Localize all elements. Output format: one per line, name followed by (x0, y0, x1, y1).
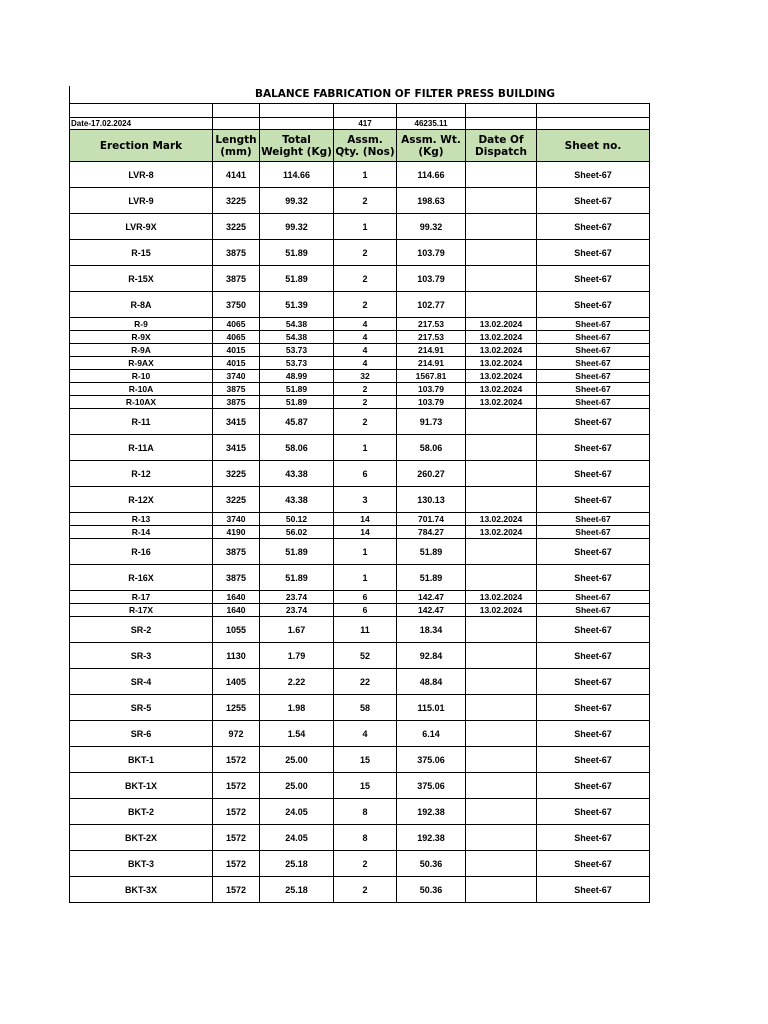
assm-wt-cell[interactable]: 214.91 (397, 344, 466, 357)
dispatch-date-cell[interactable] (466, 695, 537, 721)
dispatch-date-cell[interactable] (466, 292, 537, 318)
total-weight-cell[interactable]: 1.79 (260, 643, 334, 669)
assm-wt-cell[interactable]: 103.79 (397, 396, 466, 409)
erection-mark-cell[interactable]: R-9X (70, 331, 213, 344)
dispatch-date-cell[interactable] (466, 214, 537, 240)
length-cell[interactable]: 4015 (213, 344, 260, 357)
assm-wt-cell[interactable]: 214.91 (397, 357, 466, 370)
assm-qty-cell[interactable]: 15 (334, 773, 397, 799)
assm-qty-cell[interactable]: 1 (334, 162, 397, 188)
table-row (70, 292, 650, 318)
total-weight-cell[interactable]: 25.18 (260, 851, 334, 877)
table-row (70, 487, 650, 513)
sheet-no-cell[interactable]: Sheet-67 (537, 162, 650, 188)
summary-row (70, 118, 650, 130)
erection-mark-cell[interactable]: BKT-3 (70, 851, 213, 877)
table-row (70, 461, 650, 487)
sheet-no-cell[interactable]: Sheet-67 (537, 773, 650, 799)
sheet-no-cell[interactable]: Sheet-67 (537, 539, 650, 565)
total-weight-cell[interactable]: 51.89 (260, 396, 334, 409)
assm-qty-cell[interactable]: 6 (334, 461, 397, 487)
length-cell[interactable]: 3225 (213, 188, 260, 214)
assm-qty-cell[interactable]: 4 (334, 331, 397, 344)
table-row (70, 383, 650, 396)
total-weight-cell[interactable]: 1.54 (260, 721, 334, 747)
sheet-no-cell[interactable]: Sheet-67 (537, 357, 650, 370)
erection-mark-cell[interactable]: LVR-9 (70, 188, 213, 214)
table-row (70, 240, 650, 266)
erection-mark-cell[interactable]: R-9AX (70, 357, 213, 370)
dispatch-date-cell[interactable]: 13.02.2024 (466, 396, 537, 409)
assm-qty-cell[interactable]: 4 (334, 318, 397, 331)
dispatch-date-cell[interactable]: 13.02.2024 (466, 383, 537, 396)
dispatch-date-cell[interactable]: 13.02.2024 (466, 604, 537, 617)
assm-qty-cell[interactable]: 2 (334, 396, 397, 409)
erection-mark-cell[interactable]: R-9 (70, 318, 213, 331)
total-weight-cell[interactable]: 2.22 (260, 669, 334, 695)
sheet-no-cell[interactable]: Sheet-67 (537, 461, 650, 487)
sheet-no-cell[interactable]: Sheet-67 (537, 240, 650, 266)
dispatch-date-cell[interactable] (466, 565, 537, 591)
total-weight-cell[interactable]: 54.38 (260, 331, 334, 344)
sheet-no-cell[interactable]: Sheet-67 (537, 799, 650, 825)
total-weight-cell[interactable]: 51.39 (260, 292, 334, 318)
length-cell[interactable]: 1640 (213, 604, 260, 617)
length-cell[interactable]: 972 (213, 721, 260, 747)
length-cell[interactable]: 3225 (213, 214, 260, 240)
dispatch-date-cell[interactable] (466, 162, 537, 188)
table-row (70, 409, 650, 435)
length-cell[interactable]: 3415 (213, 409, 260, 435)
assm-qty-cell[interactable]: 11 (334, 617, 397, 643)
assm-wt-cell[interactable]: 375.06 (397, 747, 466, 773)
erection-mark-cell[interactable]: BKT-1X (70, 773, 213, 799)
erection-mark-cell[interactable]: R-15X (70, 266, 213, 292)
assm-qty-cell[interactable]: 2 (334, 266, 397, 292)
assm-qty-cell[interactable]: 2 (334, 409, 397, 435)
total-weight-cell[interactable]: 1.67 (260, 617, 334, 643)
erection-mark-cell[interactable]: R-11 (70, 409, 213, 435)
assm-wt-cell[interactable]: 217.53 (397, 331, 466, 344)
assm-qty-cell[interactable]: 1 (334, 214, 397, 240)
length-cell[interactable]: 4065 (213, 331, 260, 344)
length-cell[interactable]: 1572 (213, 799, 260, 825)
length-cell[interactable]: 4065 (213, 318, 260, 331)
sheet-no-cell[interactable]: Sheet-67 (537, 604, 650, 617)
erection-mark-cell[interactable]: R-17 (70, 591, 213, 604)
assm-wt-cell[interactable]: 103.79 (397, 240, 466, 266)
erection-mark-cell[interactable]: LVR-9X (70, 214, 213, 240)
length-cell[interactable]: 4190 (213, 526, 260, 539)
sheet-no-cell[interactable]: Sheet-67 (537, 266, 650, 292)
sheet-no-cell[interactable]: Sheet-67 (537, 825, 650, 851)
sheet-no-cell[interactable]: Sheet-67 (537, 617, 650, 643)
table-row (70, 851, 650, 877)
sheet-no-cell[interactable]: Sheet-67 (537, 188, 650, 214)
erection-mark-cell[interactable]: BKT-2 (70, 799, 213, 825)
erection-mark-cell[interactable]: R-16X (70, 565, 213, 591)
table-row (70, 526, 650, 539)
total-qty[interactable]: 417 (334, 118, 397, 130)
sheet-no-cell[interactable]: Sheet-67 (537, 643, 650, 669)
assm-wt-cell[interactable]: 375.06 (397, 773, 466, 799)
total-weight[interactable]: 46235.11 (397, 118, 466, 130)
assm-qty-cell[interactable]: 58 (334, 695, 397, 721)
sheet-no-cell[interactable]: Sheet-67 (537, 747, 650, 773)
assm-qty-cell[interactable]: 2 (334, 292, 397, 318)
erection-mark-cell[interactable]: SR-6 (70, 721, 213, 747)
report-date[interactable]: Date-17.02.2024 (70, 118, 213, 130)
erection-mark-cell[interactable]: R-10AX (70, 396, 213, 409)
assm-qty-cell[interactable]: 14 (334, 526, 397, 539)
length-cell[interactable]: 1572 (213, 773, 260, 799)
col-header-assm-qty[interactable]: Assm. Qty. (Nos) (334, 130, 397, 162)
sheet-no-cell[interactable]: Sheet-67 (537, 409, 650, 435)
assm-wt-cell[interactable]: 6.14 (397, 721, 466, 747)
assm-wt-cell[interactable]: 91.73 (397, 409, 466, 435)
dispatch-date-cell[interactable] (466, 435, 537, 461)
table-row (70, 617, 650, 643)
sheet-no-cell[interactable]: Sheet-67 (537, 331, 650, 344)
total-weight-cell[interactable]: 23.74 (260, 591, 334, 604)
erection-mark-cell[interactable]: R-10A (70, 383, 213, 396)
length-cell[interactable]: 1572 (213, 747, 260, 773)
dispatch-date-cell[interactable] (466, 669, 537, 695)
dispatch-date-cell[interactable] (466, 643, 537, 669)
assm-wt-cell[interactable]: 260.27 (397, 461, 466, 487)
assm-qty-cell[interactable]: 8 (334, 825, 397, 851)
table-row (70, 214, 650, 240)
length-cell[interactable]: 3740 (213, 370, 260, 383)
total-weight-cell[interactable]: 51.89 (260, 565, 334, 591)
total-weight-cell[interactable]: 114.66 (260, 162, 334, 188)
assm-wt-cell[interactable]: 217.53 (397, 318, 466, 331)
total-weight-cell[interactable]: 51.89 (260, 539, 334, 565)
dispatch-date-cell[interactable] (466, 617, 537, 643)
total-weight-cell[interactable]: 43.38 (260, 461, 334, 487)
header-row (70, 130, 650, 162)
page-title: BALANCE FABRICATION OF FILTER PRESS BUILDING (254, 88, 556, 100)
erection-mark-cell[interactable]: BKT-2X (70, 825, 213, 851)
blank-row (70, 104, 650, 118)
assm-qty-cell[interactable]: 4 (334, 344, 397, 357)
table-row (70, 747, 650, 773)
dispatch-date-cell[interactable]: 13.02.2024 (466, 513, 537, 526)
assm-wt-cell[interactable]: 18.34 (397, 617, 466, 643)
total-weight-cell[interactable]: 58.06 (260, 435, 334, 461)
table-row (70, 604, 650, 617)
total-weight-cell[interactable]: 99.32 (260, 214, 334, 240)
dispatch-date-cell[interactable]: 13.02.2024 (466, 526, 537, 539)
sheet-no-cell[interactable]: Sheet-67 (537, 318, 650, 331)
length-cell[interactable]: 3225 (213, 487, 260, 513)
sheet-no-cell[interactable]: Sheet-67 (537, 292, 650, 318)
assm-wt-cell[interactable]: 1567.81 (397, 370, 466, 383)
erection-mark-cell[interactable]: SR-2 (70, 617, 213, 643)
total-weight-cell[interactable]: 56.02 (260, 526, 334, 539)
length-cell[interactable]: 3740 (213, 513, 260, 526)
assm-wt-cell[interactable]: 701.74 (397, 513, 466, 526)
length-cell[interactable]: 1055 (213, 617, 260, 643)
total-weight-cell[interactable]: 99.32 (260, 188, 334, 214)
sheet-no-cell[interactable]: Sheet-67 (537, 344, 650, 357)
length-cell[interactable]: 1572 (213, 877, 260, 903)
length-cell[interactable]: 1572 (213, 825, 260, 851)
assm-wt-cell[interactable]: 51.89 (397, 565, 466, 591)
table-row (70, 695, 650, 721)
dispatch-date-cell[interactable]: 13.02.2024 (466, 370, 537, 383)
dispatch-date-cell[interactable] (466, 747, 537, 773)
fabrication-table (69, 103, 650, 903)
length-cell[interactable]: 3750 (213, 292, 260, 318)
col-header-assm-wt[interactable]: Assm. Wt. (Kg) (397, 130, 466, 162)
sheet-no-cell[interactable]: Sheet-67 (537, 669, 650, 695)
total-weight-cell[interactable]: 51.89 (260, 240, 334, 266)
length-cell[interactable]: 3875 (213, 565, 260, 591)
erection-mark-cell[interactable]: R-11A (70, 435, 213, 461)
total-weight-cell[interactable]: 25.00 (260, 747, 334, 773)
dispatch-date-cell[interactable]: 13.02.2024 (466, 331, 537, 344)
table-row (70, 591, 650, 604)
dispatch-date-cell[interactable] (466, 773, 537, 799)
total-weight-cell[interactable]: 54.38 (260, 318, 334, 331)
total-weight-cell[interactable]: 53.73 (260, 357, 334, 370)
table-row (70, 162, 650, 188)
length-cell[interactable]: 4015 (213, 357, 260, 370)
table-row (70, 396, 650, 409)
dispatch-date-cell[interactable]: 13.02.2024 (466, 344, 537, 357)
sheet-no-cell[interactable]: Sheet-67 (537, 851, 650, 877)
length-cell[interactable]: 1640 (213, 591, 260, 604)
dispatch-date-cell[interactable]: 13.02.2024 (466, 357, 537, 370)
table-row (70, 370, 650, 383)
erection-mark-cell[interactable]: R-14 (70, 526, 213, 539)
erection-mark-cell[interactable]: R-9A (70, 344, 213, 357)
sheet-no-cell[interactable]: Sheet-67 (537, 435, 650, 461)
erection-mark-cell[interactable]: R-17X (70, 604, 213, 617)
assm-qty-cell[interactable]: 3 (334, 487, 397, 513)
total-weight-cell[interactable]: 53.73 (260, 344, 334, 357)
total-weight-cell[interactable]: 23.74 (260, 604, 334, 617)
erection-mark-cell[interactable]: R-13 (70, 513, 213, 526)
table-row (70, 331, 650, 344)
length-cell[interactable]: 3875 (213, 383, 260, 396)
erection-mark-cell[interactable]: SR-4 (70, 669, 213, 695)
total-weight-cell[interactable]: 50.12 (260, 513, 334, 526)
erection-mark-cell[interactable]: R-15 (70, 240, 213, 266)
dispatch-date-cell[interactable] (466, 825, 537, 851)
assm-qty-cell[interactable]: 1 (334, 539, 397, 565)
assm-wt-cell[interactable]: 48.84 (397, 669, 466, 695)
dispatch-date-cell[interactable] (466, 851, 537, 877)
assm-qty-cell[interactable]: 22 (334, 669, 397, 695)
assm-wt-cell[interactable]: 102.77 (397, 292, 466, 318)
dispatch-date-cell[interactable] (466, 461, 537, 487)
sheet-no-cell[interactable]: Sheet-67 (537, 565, 650, 591)
assm-qty-cell[interactable]: 8 (334, 799, 397, 825)
dispatch-date-cell[interactable] (466, 799, 537, 825)
table-row (70, 773, 650, 799)
erection-mark-cell[interactable]: SR-5 (70, 695, 213, 721)
assm-wt-cell[interactable]: 198.63 (397, 188, 466, 214)
dispatch-date-cell[interactable]: 13.02.2024 (466, 318, 537, 331)
assm-wt-cell[interactable]: 50.36 (397, 877, 466, 903)
col-header-sheet-no[interactable]: Sheet no. (537, 130, 650, 162)
table-row (70, 357, 650, 370)
erection-mark-cell[interactable]: SR-3 (70, 643, 213, 669)
assm-qty-cell[interactable]: 52 (334, 643, 397, 669)
assm-wt-cell[interactable]: 58.06 (397, 435, 466, 461)
col-header-length[interactable]: Length (mm) (213, 130, 260, 162)
dispatch-date-cell[interactable] (466, 539, 537, 565)
length-cell[interactable]: 3875 (213, 266, 260, 292)
table-row (70, 721, 650, 747)
assm-wt-cell[interactable]: 103.79 (397, 266, 466, 292)
dispatch-date-cell[interactable] (466, 721, 537, 747)
col-header-erection-mark[interactable]: Erection Mark (70, 130, 213, 162)
table-row (70, 513, 650, 526)
erection-mark-cell[interactable]: BKT-3X (70, 877, 213, 903)
sheet-no-cell[interactable]: Sheet-67 (537, 526, 650, 539)
length-cell[interactable]: 1405 (213, 669, 260, 695)
erection-mark-cell[interactable]: LVR-8 (70, 162, 213, 188)
table-row (70, 825, 650, 851)
sheet-no-cell[interactable]: Sheet-67 (537, 370, 650, 383)
length-cell[interactable]: 3875 (213, 240, 260, 266)
assm-wt-cell[interactable]: 114.66 (397, 162, 466, 188)
dispatch-date-cell[interactable]: 13.02.2024 (466, 591, 537, 604)
dispatch-date-cell[interactable] (466, 409, 537, 435)
total-weight-cell[interactable]: 25.18 (260, 877, 334, 903)
assm-qty-cell[interactable]: 6 (334, 591, 397, 604)
total-weight-cell[interactable]: 43.38 (260, 487, 334, 513)
erection-mark-cell[interactable]: R-8A (70, 292, 213, 318)
erection-mark-cell[interactable]: R-10 (70, 370, 213, 383)
dispatch-date-cell[interactable] (466, 487, 537, 513)
length-cell[interactable]: 1130 (213, 643, 260, 669)
table-row (70, 539, 650, 565)
sheet-no-cell[interactable]: Sheet-67 (537, 721, 650, 747)
total-weight-cell[interactable]: 24.05 (260, 799, 334, 825)
assm-wt-cell[interactable]: 142.47 (397, 604, 466, 617)
dispatch-date-cell[interactable] (466, 877, 537, 903)
sheet-no-cell[interactable]: Sheet-67 (537, 591, 650, 604)
length-cell[interactable]: 1255 (213, 695, 260, 721)
assm-wt-cell[interactable]: 130.13 (397, 487, 466, 513)
table-row (70, 188, 650, 214)
length-cell[interactable]: 3875 (213, 396, 260, 409)
erection-mark-cell[interactable]: R-16 (70, 539, 213, 565)
table-row (70, 643, 650, 669)
assm-wt-cell[interactable]: 192.38 (397, 825, 466, 851)
table-row (70, 877, 650, 903)
assm-wt-cell[interactable]: 115.01 (397, 695, 466, 721)
total-weight-cell[interactable]: 48.99 (260, 370, 334, 383)
length-cell[interactable]: 1572 (213, 851, 260, 877)
sheet-no-cell[interactable]: Sheet-67 (537, 695, 650, 721)
assm-qty-cell[interactable]: 2 (334, 240, 397, 266)
sheet-no-cell[interactable]: Sheet-67 (537, 214, 650, 240)
assm-qty-cell[interactable]: 2 (334, 877, 397, 903)
assm-wt-cell[interactable]: 192.38 (397, 799, 466, 825)
table-row (70, 565, 650, 591)
total-weight-cell[interactable]: 45.87 (260, 409, 334, 435)
assm-wt-cell[interactable]: 99.32 (397, 214, 466, 240)
total-weight-cell[interactable]: 25.00 (260, 773, 334, 799)
assm-wt-cell[interactable]: 142.47 (397, 591, 466, 604)
assm-qty-cell[interactable]: 2 (334, 851, 397, 877)
sheet-no-cell[interactable]: Sheet-67 (537, 513, 650, 526)
table-row (70, 318, 650, 331)
table-row (70, 799, 650, 825)
table-row (70, 669, 650, 695)
assm-wt-cell[interactable]: 103.79 (397, 383, 466, 396)
assm-wt-cell[interactable]: 784.27 (397, 526, 466, 539)
assm-wt-cell[interactable]: 92.84 (397, 643, 466, 669)
assm-qty-cell[interactable]: 6 (334, 604, 397, 617)
assm-qty-cell[interactable]: 14 (334, 513, 397, 526)
length-cell[interactable]: 4141 (213, 162, 260, 188)
assm-wt-cell[interactable]: 50.36 (397, 851, 466, 877)
assm-qty-cell[interactable]: 1 (334, 435, 397, 461)
assm-wt-cell[interactable]: 51.89 (397, 539, 466, 565)
col-header-date-of-dispatch[interactable]: Date Of Dispatch (466, 130, 537, 162)
dispatch-date-cell[interactable] (466, 240, 537, 266)
length-cell[interactable]: 3225 (213, 461, 260, 487)
sheet-no-cell[interactable]: Sheet-67 (537, 383, 650, 396)
assm-qty-cell[interactable]: 15 (334, 747, 397, 773)
assm-qty-cell[interactable]: 1 (334, 565, 397, 591)
table-row (70, 435, 650, 461)
length-cell[interactable]: 3875 (213, 539, 260, 565)
col-header-total-weight[interactable]: Total Weight (Kg) (260, 130, 334, 162)
assm-qty-cell[interactable]: 2 (334, 383, 397, 396)
erection-mark-cell[interactable]: BKT-1 (70, 747, 213, 773)
table-row (70, 266, 650, 292)
sheet-no-cell[interactable]: Sheet-67 (537, 877, 650, 903)
length-cell[interactable]: 3415 (213, 435, 260, 461)
total-weight-cell[interactable]: 1.98 (260, 695, 334, 721)
table-row (70, 344, 650, 357)
sheet-no-cell[interactable]: Sheet-67 (537, 487, 650, 513)
assm-qty-cell[interactable]: 2 (334, 188, 397, 214)
total-weight-cell[interactable]: 51.89 (260, 266, 334, 292)
assm-qty-cell[interactable]: 32 (334, 370, 397, 383)
assm-qty-cell[interactable]: 4 (334, 357, 397, 370)
dispatch-date-cell[interactable] (466, 266, 537, 292)
sheet-no-cell[interactable]: Sheet-67 (537, 396, 650, 409)
dispatch-date-cell[interactable] (466, 188, 537, 214)
total-weight-cell[interactable]: 24.05 (260, 825, 334, 851)
assm-qty-cell[interactable]: 4 (334, 721, 397, 747)
erection-mark-cell[interactable]: R-12X (70, 487, 213, 513)
total-weight-cell[interactable]: 51.89 (260, 383, 334, 396)
erection-mark-cell[interactable]: R-12 (70, 461, 213, 487)
